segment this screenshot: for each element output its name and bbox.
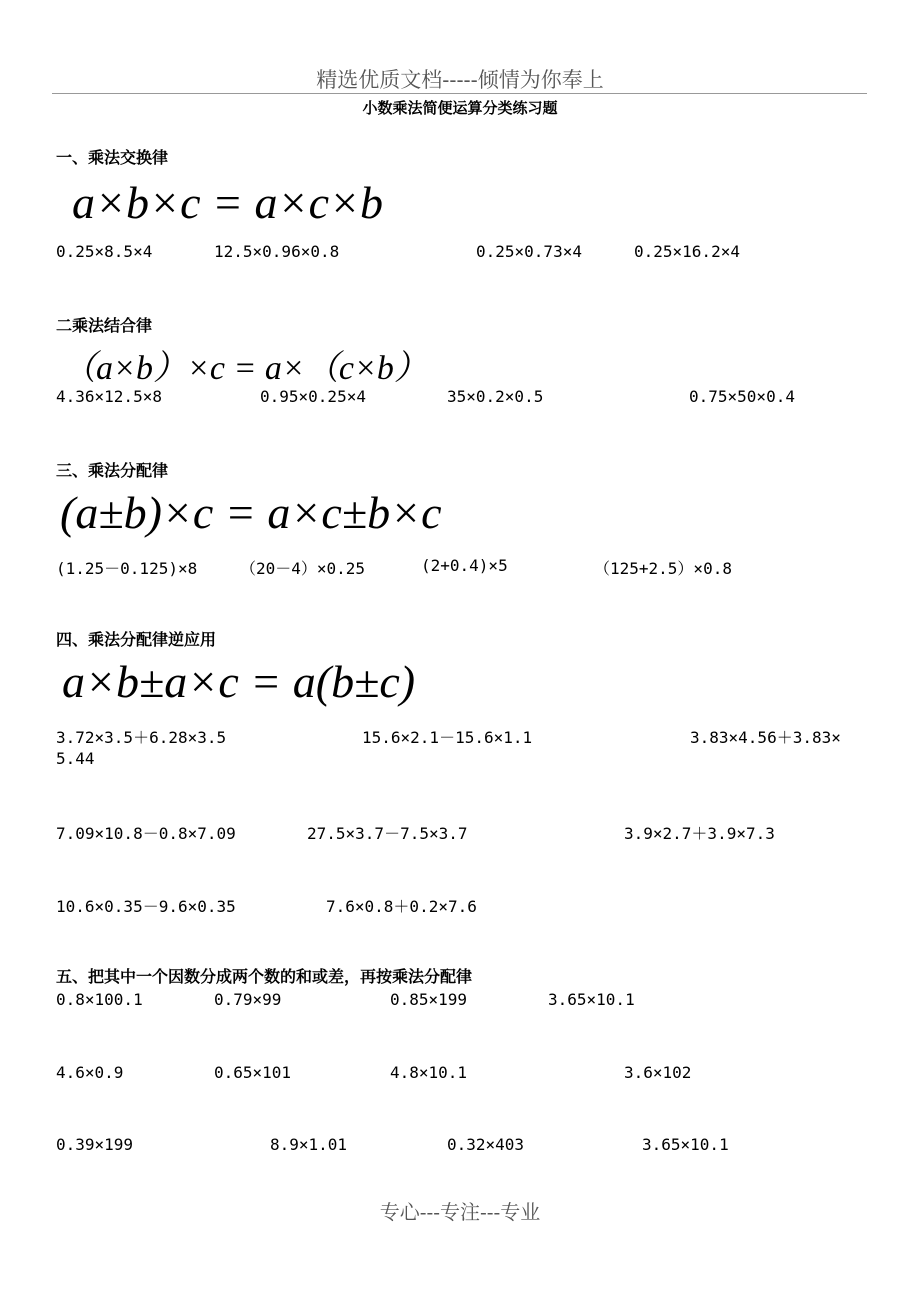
formula-distributive-reverse: a×b±a×c = a(b±c) [62, 656, 416, 707]
problem: (2+0.4)×5 [421, 556, 508, 575]
problem: 0.85×199 [390, 990, 468, 1009]
formula-distributive: (a±b)×c = a×c±b×c [60, 487, 442, 538]
problem: 4.6×0.9 [56, 1063, 124, 1082]
problem: （20－4）×0.25 [240, 559, 366, 578]
problem: 0.79×99 [214, 990, 282, 1009]
problem: 0.32×403 [447, 1135, 525, 1154]
section-heading-4: 四、乘法分配律逆应用 [56, 630, 217, 649]
problem: 27.5×3.7－7.5×3.7 [307, 824, 468, 843]
section-heading-2: 二乘法结合律 [56, 316, 153, 335]
problem: 0.65×101 [214, 1063, 292, 1082]
problem: 0.25×8.5×4 [56, 242, 153, 261]
problem: 35×0.2×0.5 [447, 387, 544, 406]
problem: 3.65×10.1 [642, 1135, 729, 1154]
header-divider [52, 93, 867, 94]
problem: 3.83×4.56＋3.83× [690, 728, 841, 747]
problem: 12.5×0.96×0.8 [214, 242, 340, 261]
formula-commutative: a×b×c = a×c×b [72, 177, 384, 228]
problem: 15.6×2.1－15.6×1.1 [362, 728, 533, 747]
formula-associative: （a×b）×c = a×（c×b） [62, 350, 428, 387]
problem: 3.65×10.1 [548, 990, 635, 1009]
problem: 10.6×0.35－9.6×0.35 [56, 897, 236, 916]
section-heading-3: 三、乘法分配律 [56, 461, 169, 480]
problem: 3.9×2.7＋3.9×7.3 [624, 824, 775, 843]
problem: 0.75×50×0.4 [689, 387, 795, 406]
problem: 0.8×100.1 [56, 990, 143, 1009]
page-title: 小数乘法简便运算分类练习题 [362, 99, 558, 117]
problem: （125+2.5）×0.8 [594, 559, 732, 578]
problem: 3.72×3.5＋6.28×3.5 [56, 728, 227, 747]
problem: 0.39×199 [56, 1135, 134, 1154]
problem: 7.09×10.8－0.8×7.09 [56, 824, 236, 843]
problem: 8.9×1.01 [270, 1135, 348, 1154]
page-header: 精选优质文档-----倾情为你奉上 [316, 68, 604, 92]
problem: (1.25－0.125)×8 [56, 559, 198, 578]
section-heading-5: 五、把其中一个因数分成两个数的和或差，再按乘法分配律 [56, 967, 473, 986]
problem: 3.6×102 [624, 1063, 692, 1082]
page-footer: 专心---专注---专业 [379, 1200, 541, 1224]
problem: 0.25×0.73×4 [476, 242, 582, 261]
problem: 0.95×0.25×4 [260, 387, 366, 406]
problem-continuation: 5.44 [56, 749, 95, 768]
problem: 4.36×12.5×8 [56, 387, 162, 406]
problem: 7.6×0.8＋0.2×7.6 [326, 897, 477, 916]
section-heading-1: 一、乘法交换律 [56, 148, 169, 167]
problem: 0.25×16.2×4 [634, 242, 740, 261]
problem: 4.8×10.1 [390, 1063, 468, 1082]
